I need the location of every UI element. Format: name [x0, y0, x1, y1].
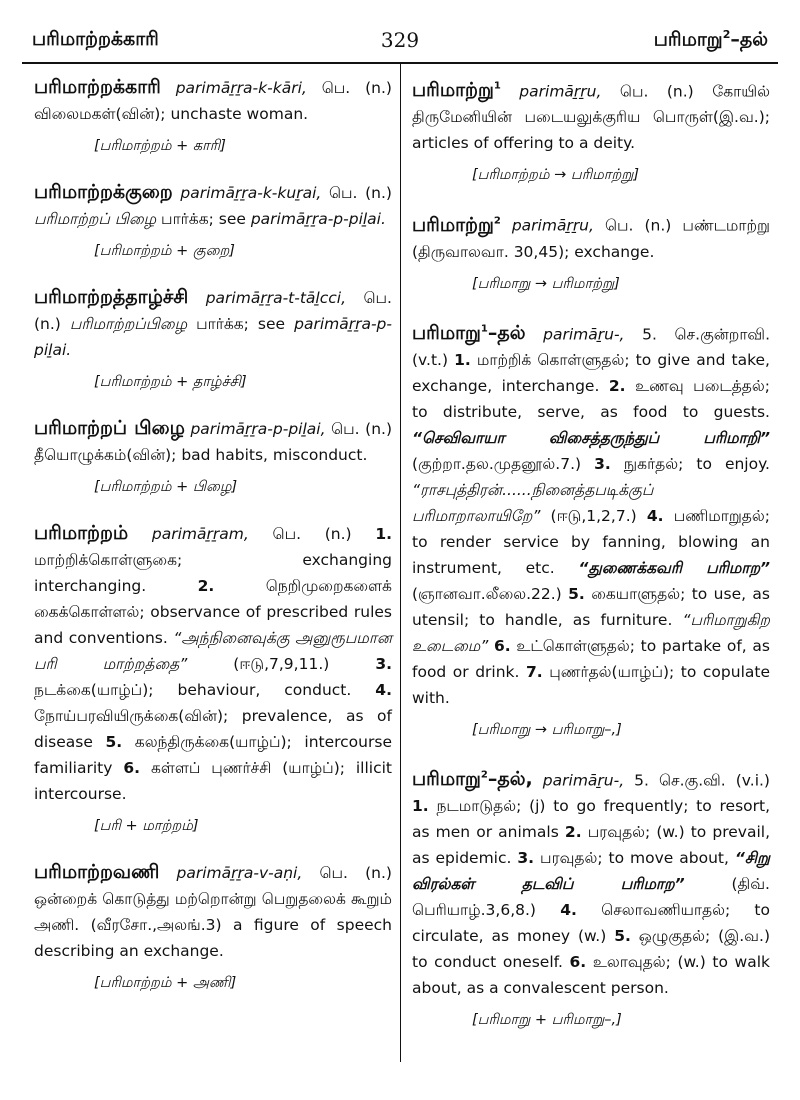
cross-reference-translit: parimāṟṟa-p-piḻai. [250, 210, 386, 228]
etymology: [பரிமாற்றம் + பிழை] [94, 479, 238, 495]
transliteration: parimāṟu-, [542, 771, 625, 790]
citation-quote: “சிறு விரல்கள் தடவிப் பரிமாற” [412, 849, 770, 894]
definition: பார்க்க; see [196, 315, 286, 333]
entry [412, 317, 770, 741]
transliteration: parimāṟṟa-t-tāḻcci, [205, 289, 346, 307]
sense-definition: செலாவணியாதல்; to circulate, as money (w.) [412, 901, 770, 946]
part-of-speech: பெ. (n.) [328, 184, 392, 202]
page-header [22, 22, 778, 62]
sense-number: 2. [197, 577, 215, 595]
citation-source: (ஈடு,7,9,11.) [233, 655, 330, 673]
cross-reference: பரிமாற்றப்பிழை [69, 315, 188, 333]
entry [34, 859, 392, 994]
transliteration: parimāṟṟa-v-aṇi, [176, 864, 303, 882]
headword: பரிமாற்றக்காரி [34, 76, 161, 98]
sense-definition: புணர்தல்(யாழ்ப்); to copulate with. [412, 662, 770, 707]
sense-definition: மாற்றிக் கொள்ளுதல்; to give and take, exchange, interchange. [412, 350, 770, 395]
column-divider [400, 64, 401, 1062]
etymology: [பரிமாறு + பரிமாறு–,] [472, 1012, 622, 1029]
entry [412, 763, 770, 1031]
entry [34, 284, 392, 393]
header-last-headword: பரிமாறு$^2$–தல் [653, 28, 768, 51]
sense-number: 1. [375, 525, 392, 543]
left-column [34, 74, 392, 1016]
etymology: [பரி + மாற்றம்] [94, 818, 199, 834]
etymology: [பரிமாறு → பரிமாற்று] [472, 275, 620, 292]
sense-definition: கள்ளப் புணர்ச்சி (யாழ்ப்); illicit intercourse. [34, 759, 393, 803]
sense-number: 3. [594, 454, 611, 473]
part-of-speech: பெ. (n.) [331, 420, 392, 438]
headword: பரிமாற்றப் பிழை [34, 417, 185, 439]
part-of-speech: பெ. (n.) [34, 289, 392, 333]
sense-number: 6. [493, 636, 511, 655]
definition: பண்டமாற்று (திருவாலவா. 30,45); exchange. [412, 216, 770, 261]
transliteration: parimāṟṟa-k-kāri, [175, 79, 307, 97]
part-of-speech: பெ. (n.) [619, 82, 694, 101]
transliteration: parimāṟu-, [543, 324, 625, 343]
sense-definition: நோய்பரவியிருக்கை(வின்); prevalence, as of disease [34, 707, 392, 751]
header-first-headword: பரிமாற்றக்காரி [32, 28, 159, 50]
entry [412, 208, 770, 294]
etymology: [பரிமாறு → பரிமாறு–,] [472, 721, 622, 738]
entry [412, 74, 770, 186]
headword: பரிமாற்றம் [34, 522, 129, 544]
cross-reference-translit: parimāṟṟa-p-piḻai. [34, 315, 392, 359]
headword: பரிமாற்று$^1$ [412, 79, 501, 102]
right-column [412, 74, 770, 1053]
sense-number: 7. [526, 662, 543, 681]
definition: தீயொழுக்கம்(வின்); bad habits, misconduct. [34, 446, 368, 464]
sense-number: 2. [564, 823, 582, 842]
citation-quote: “அந்நினைவுக்கு அனுரூபமான பரி மாற்றத்தை” [34, 629, 392, 673]
transliteration: parimāṟṟa-k-kuṟai, [180, 184, 322, 202]
sense-number: 5. [105, 733, 123, 751]
part-of-speech: பெ. (n.) [319, 864, 392, 882]
citation-source: (குற்றா.தல.முதனூல்.7.) [412, 454, 582, 473]
sense-definition: நடமாடுதல்; (j) to go frequently; to resort, as men or animals [412, 797, 771, 842]
entry [34, 415, 392, 498]
sense-definition: உட்கொள்ளுதல்; to partake of, as food or drink. [412, 636, 770, 681]
sense-number: 5. [568, 584, 585, 603]
headword: பரிமாற்றத்தாழ்ச்சி [34, 286, 189, 308]
transliteration: parimāṟṟu, [519, 82, 602, 101]
sense-definition: உலாவுதல்; (w.) to walk about, as a convalescent person. [412, 953, 770, 998]
sense-definition: கலந்திருக்கை(யாழ்ப்); intercourse familiarity [34, 733, 392, 777]
citation-quote: “செவிவாயா விசைத்தருந்துப் பரிமாறி” [412, 428, 770, 447]
etymology: [பரிமாற்றம் + குறை] [94, 243, 235, 259]
sense-number: 3. [375, 655, 392, 673]
citation-source: (ஈடு,1,2,7.) [550, 506, 637, 525]
part-of-speech: பெ. (n.) [604, 216, 672, 235]
sense-number: 6. [123, 759, 141, 777]
headword: பரிமாற்று$^2$ [412, 213, 501, 236]
etymology: [பரிமாற்றம் + காரி] [94, 138, 226, 154]
cross-reference: பரிமாற்றப் பிழை [34, 210, 157, 228]
etymology: [பரிமாற்றம் + தாழ்ச்சி] [94, 374, 247, 390]
sense-number: 3. [517, 849, 535, 868]
sense-number: 5. [614, 927, 631, 946]
headword: பரிமாற்றவணி [34, 861, 160, 883]
sense-definition: பரவுதல்; (w.) to prevail, as epidemic. [412, 823, 771, 868]
citation-source: (திவ். பெரியாழ்.3,6,8.) [412, 875, 770, 920]
sense-definition: நெறிமுறைகளைக் கைக்கொள்ளல்; observance of prescribed rules and conventions. [34, 577, 392, 647]
definition: ஒன்றைக் கொடுத்து மற்றொன்று பெறுதலைக் கூறும் அணி. (வீரசோ.,அலங்.3) a figure of speech describing an exchange. [34, 890, 392, 960]
sense-definition: உணவு படைத்தல்; to distribute, serve, as food to guests. [412, 376, 770, 421]
transliteration: parimāṟṟu, [511, 216, 594, 235]
headword: பரிமாறு$^2$–தல், [412, 768, 533, 791]
citation-quote: “ராசபுத்திரன்......நினைத்தபடிக்குப் பரிமாறாலாயிறே” [412, 480, 654, 525]
sense-number: 4. [646, 506, 664, 525]
entry [34, 520, 392, 837]
sense-number: 4. [560, 901, 577, 920]
sense-number: 1. [454, 350, 471, 369]
sense-definition: பரவுதல்; to move about, [540, 849, 729, 868]
transliteration: parimāṟṟa-p-piḻai, [190, 420, 326, 438]
definition: கோயில் திருமேனியின் படையலுக்குரிய பொருள்(இ.வ.); articles of offering to a deity. [412, 82, 770, 153]
sense-definition: மாற்றிக்கொள்ளுகை; exchanging interchanging. [34, 551, 392, 595]
entry [34, 179, 392, 262]
sense-number: 2. [608, 376, 626, 395]
entry [34, 74, 392, 157]
sense-definition: ஒழுகுதல்; (இ.வ.) to conduct oneself. [412, 927, 770, 972]
definition: பார்க்க; see [161, 210, 246, 228]
sense-number: 6. [569, 953, 587, 972]
etymology: [பரிமாற்றம் + அணி] [94, 975, 237, 991]
sense-definition: நுகர்தல்; to enjoy. [623, 454, 770, 473]
headword: பரிமாற்றக்குறை [34, 181, 173, 203]
sense-number: 1. [412, 797, 429, 816]
citation-quote: “துணைக்கவரி பரிமாற” [578, 558, 770, 577]
page-number: 329 [380, 28, 420, 52]
headword: பரிமாறு$^1$–தல் [412, 321, 526, 344]
sense-definition: பணிமாறுதல்; to render service by fanning, blowing an instrument, etc. [412, 506, 770, 577]
part-of-speech: பெ. (n.) [272, 525, 352, 543]
definition: விலைமகள்(வின்); unchaste woman. [34, 105, 309, 123]
sense-number: 4. [375, 681, 392, 699]
part-of-speech: 5. செ.கு.வி. (v.i.) [634, 771, 770, 790]
citation-quote: “பரிமாறுகிற உடைமை” [412, 610, 770, 655]
citation-source: (ஞானவா.லீலை.22.) [412, 584, 562, 603]
etymology: [பரிமாற்றம் → பரிமாற்று] [472, 167, 640, 184]
transliteration: parimāṟṟam, [151, 525, 249, 543]
part-of-speech: பெ. (n.) [321, 79, 392, 97]
sense-definition: நடக்கை(யாழ்ப்); behaviour, conduct. [34, 681, 352, 699]
part-of-speech: 5. செ.குன்றாவி. (v.t.) [412, 324, 770, 369]
sense-definition: கையாளுதல்; to use, as utensil; to handle, as furniture. [412, 584, 770, 629]
